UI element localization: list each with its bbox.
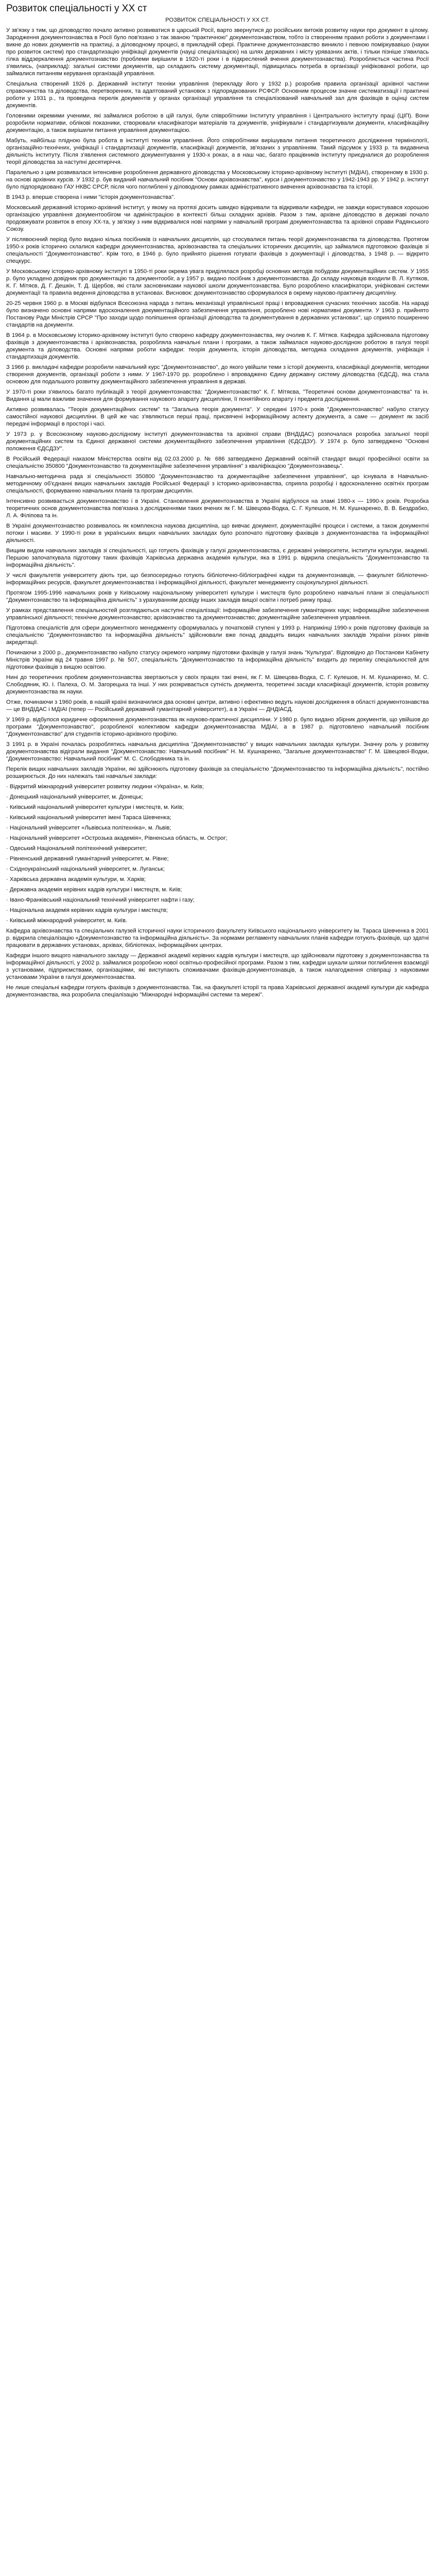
paragraph: У зв'язку з тим, що діловодство почало активно розвиватися в царській Росії, варто звернутися до російських витоків розвитку науки про документ в цілому. Зародження документознавства в Росії було пов'язано з так званою "практичною" документознавством, тобто із створенням правил роботи з документами і викнe до нових документів на практиці, а діловодному процесі, в прикладній сфері. Практичне документознавство виникло і певною поміркувавішо (науки про розвиток систем) про стандартизацію уніфікації документів (науці спеціалізацією) на шлях державних і місту урявазних актів, і тільки пізніше з'явилась гілка віддзеркалення документознавство (проблеми вирішили в 1920-ті роки і в підкреслений вчення документознавства). Розробляється частина Росії з'явились, (наприклад): загальні системи документів, що складають систему документації, підвищилась потреба в організації уніфікованої роботи, що займалися питанням керування організацій управління. bbox=[6, 27, 429, 77]
paragraph: Починаючи з 2000 р., документознавство набуло статусу окремого напряму підготовки фахівців у галузі знань "Культура". Відповідно до Постанови Кабінету Міністрів України від 24 травня 1997 р. № 507, спеціальність "Документознавство та інформаційна діяльність" входить до переліку спеціальностей для підготовки фахівців з вищою освітою. bbox=[6, 650, 429, 670]
paragraph: Спеціальна створений 1926 р. Державний інститут техніки управління (перекладу його у 1932 р.) розробив правила організації архівної частини справочинства та діловодства, перетворенних, та адаптований установок з підпорядкованих РСФСР. Основним процесом значне систематизації і практичні роботи у 1931 р., та проведена перелік документів у органах організації управління та спеціалізований навчальний зал для фахівців в оцінці систем документів. bbox=[6, 81, 429, 109]
list-item: · Донецький національний університет, м. Донецьк; bbox=[6, 794, 143, 800]
institution-list bbox=[6, 783, 429, 924]
paragraph: У 1970-ті роки з'явилось багато публікацій з теорії документознавства: "Документознавство" К. Г. Мітяєва, "Теоретичні основи документознавства" та ін. Видання ці мали важливе значення для формування наукового апарату дисципліни, її понятійного апарату і предмета дослідження. bbox=[6, 389, 429, 402]
paragraph: У рамках представлення спеціальностей розглядаються наступні спеціалізації: інформаційне забезпечення гуманітарних наук; інформаційне забезпечення управлінської діяльності; технічне документознавство; архівознавство та документознавство; документаційне забезпечення управління. bbox=[6, 607, 429, 621]
paragraph: З 1966 р. викладачі кафедри розробили навчальний курс "Документознавство", до якого увійшли теми з історії документа, класифікації документів, методики створення документів, організації роботи з ними. У 1967-1970 рр. розроблено і впроваджено Єдину державну систему діловодства (ЄДСД), яка стала основою для подальшого розвитку документаційного забезпечення управління в державі. bbox=[6, 364, 429, 385]
list-item: · Національний університет «Львівська політехніка», м. Львів; bbox=[6, 825, 171, 831]
paragraph: Вищим видом навчальних закладів зі спеціальності, що готують фахівців у галузі документознавства, є державні університети, інститути культури, академії. Першою започаткувала підготовку таких фахівців Харківська державна академія культури, яка в 1991 р. відкрила спеціальність "Документознавство та інформаційна діяльність". bbox=[6, 548, 429, 568]
list-item: · Київський національний університет культури і мистецтв, м. Київ; bbox=[6, 804, 184, 810]
list-item: · Київський національний університет імені Тараса Шевченка; bbox=[6, 815, 171, 821]
paragraph: Підготовка спеціалістів для сфери документного менеджменту сформувалась у початковій ступені у 1993 р. Наприкінці 1990-х років підготовку фахівців за спеціальністю "Документознавство та інформаційна діяльність" здійснювали вже понад двадцять вищих навчальних закладів України різних рівнів акредитації. bbox=[6, 625, 429, 646]
paragraph: У післявоєнний період було видано кілька посібників із навчальних дисциплін, що стосувалися питань теорії документознавства та діловодства. Протягом 1950-х років історично склалися кафедри документознавства, архівознавства та спеціальних історичних дисциплін, що займалися підготовкою фахівців зі спеціальності "Документознавство". Крім того, в 1946 р. було прийнято рішення готувати фахівців з документації і діловодства, з 1948 р. — відкрито спецкурс. bbox=[6, 236, 429, 264]
paragraph: У 1969 р. відбулося юридичне оформлення документознавства як науково-практичної дисципліни. У 1980 р. було видано збірник документів, що увійшов до програми "Документознавство", розробленої колективом кафедри документознавства МДІАІ, а в 1987 р. підготовлено навчальний посібник "Документознавство" для студентів історико-архівного профілю. bbox=[6, 717, 429, 737]
paragraph: У Московському історико-архівному інституті в 1950-ті роки окрема увага приділялася розробці основних методів побудови документаційних систем. У 1955 р. було укладено довідник про документацію та документообіг, а у 1957 р. видано посібник з документознавства. До складу науковців входили В. Л. Кутяков, К. Г. Мітяєв, Д. Г. Дешкін, Т. Д. Щербов, які стали засновниками наукової школи документознавства. Було розроблено класифікатори, уніфіковані системи документації та правила ведення діловодства в установах. Висновок: документознавство сформувалося в окрему науково-практичну дисципліну. bbox=[6, 268, 429, 296]
paragraph: З 1991 р. в Україні почалась розроблятись навчальна дисципліна "Документознавство" у вищих навчальних закладах культури. Значну роль у розвитку документознавства відіграли видання "Документознавство: Навчальний посібник" Н. М. Кушнаренко, "Загальне документознавство" Г. М. Швецової-Водки, "Документознавство: Навчальний посібник" М. С. Слободяника та ін. bbox=[6, 741, 429, 762]
paragraph: Кафедри іншого вищого навчального закладу — Державної академії керівних кадрів культури і мистецтв, що здійснювали підготовку з документознавства та інформаційної діяльності, у 2002 р. займалися розробкою нової освітньо-професійної програми. Разом з тим, кафедри шукали шляхи поглиблення взаємодії з установами, підприємствами, організаціями, які виступають споживачами фахівців-документознавців, а також налагодження співпраці з науковими установами України в галузі документознавства. bbox=[6, 953, 429, 980]
paragraph: Головними окремими ученими, які займалися роботою в цій галузі, були співробітники Інституту управління і Центрального інституту праці (ЦІП). Вони розробили нормативи, облікові показники, створювали класифікатори матеріалів та документів, уніфікували і стандартизували документи, класифікаційну документацію, а також вирішили питання управління документацією. bbox=[6, 113, 429, 133]
paragraph: Отже, починаючи з 1960 років, в нашій країні визначилися два основні центри, активно і ефективно ведуть наукові дослідження в області документознавства — це ВНДІДАС і МДІАІ (тепер — Російський державний гуманітарний університет), а в Україні — ДНДІАСД. bbox=[6, 699, 429, 713]
paragraph: Кафедра архівознавства та спеціальних галузей історичної науки історичного факультету Київського національного університету ім. Тараса Шевченка в 2001 р. відкрила спеціалізацію «Документознавство та інформаційна діяльність». За нормами регламенту навчальних планів кафедри готують фахівців, що здатні працювати в державних установах, архівах, бібліотеках, інформаційних центрах. bbox=[6, 928, 429, 948]
list-item: · Східноукраїнський національний університет, м. Луганськ; bbox=[6, 866, 165, 872]
list-item: · Відкритий міжнародний університет розвитку людини «Україна», м. Київ; bbox=[6, 784, 204, 790]
paragraph: Нині до теоретичних проблем документознавства звертаються у своїх працях такі вчені, як Г. М. Швецова-Водка, С. Г. Кулешов, Н. М. Кушнаренко, М. С. Слободяник, Ю. І. Палеха, О. М. Загорецька та інші. У них розкривається сутність документа, теоретичні засади класифікації документів, історія розвитку документознавства як науки. bbox=[6, 674, 429, 695]
paragraph: В Російській Федерації наказом Міністерства освіти від 02.03.2000 р. № 686 затверджено Державний освітній стандарт вищої професійної освіти за спеціальністю 350800 "Документознавство та документаційне забезпечення управління" з кваліфікацією "Документознавець". bbox=[6, 456, 429, 469]
list-item: · Національна академія керівних кадрів культури і мистецтв; bbox=[6, 907, 168, 913]
paragraph: В 1943 р. вперше створена і ними "історія документознавства". bbox=[6, 194, 176, 200]
list-item: · Одеський Національний політехнічний університет; bbox=[6, 845, 147, 852]
paragraph: Інтенсивно розвивається документознавство і в Україні. Становлення документознавства в Україні відбулося на зламі 1980-х — 1990-х років. Розробка теоретичних основ документознавства пов'язана з дослідженнями таких вчених як Г. М. Швецова-Водка, С. Г. Кулешов, Н. М. Кушнаренко, В. В. Бездрабко, Л. А. Філіпова та ін. bbox=[6, 498, 429, 519]
list-item: · Національний університет «Острозька академія», Рівненська область, м. Острог; bbox=[6, 835, 228, 841]
paragraph: Протягом 1995-1996 навчальних років у Київському національному університеті культури і мистецтв було розроблено навчальні плани зі спеціальності "Документознавство та інформаційна діяльність" з урахуванням досвіду інших закладів вищої освіти і потреб ринку праці. bbox=[6, 590, 429, 603]
paragraph: Паралельно з цим розвивалася інтенсивне розроблення державного діловодства у Московському історико-архівному інституті (МДІАІ), створеному в 1930 р. на основі архівних курсів. У 1932 р. був виданий навчальний посібник "Основи архівознавства", курси і документознавство у 1942-1943 рр. У 1942 р. інститут було підпорядковано ГАУ НКВС СРСР, після чого поглиблені у діловодному рамках адміністративного вивчення архівознавства та історії. bbox=[6, 170, 429, 190]
paragraph: Навчально-методична рада зі спеціальності 350800 "Документознавство та документаційне забезпечення управління", що існувала в Навчально-методичному об'єднанні вищих навчальних закладів Російської Федерації з історико-архівознавства, сприяла розробці і вдосконаленню освітніх програм спеціальності, формуванню навчальних планів та програм дисциплін. bbox=[6, 473, 429, 494]
paragraph: В Україні документознавство розвивалось як комплексна наукова дисципліна, що вивчає документ, документаційні процеси і системи, а також документні потоки і масиви. У 1990-ті роки в українських вищих навчальних закладах було розпочато підготовку фахівців з документознавства та інформаційної діяльності. bbox=[6, 523, 429, 544]
article-subtitle: РОЗВИТОК СПЕЦІАЛЬНОСТІ У ХХ СТ. bbox=[165, 17, 270, 23]
paragraph: Московський державний історико-архівний інститут, у якому на протязі досить швидко відкривали та відкривали кафедри, не завжди користувався хорошою організацією управління документообігом чи адміністрацією в контексті більш складних архівів. Разом з тим, архівне діловодство в державі почало продовжувати розвиток в епоху ХХ-та, у зв'язку з ним відкривалися нові напрями у навчальній програмі документознавства та архівної справи Радянського Союзу. bbox=[6, 205, 429, 232]
paragraph: Перелік вищих навчальних закладів України, які здійснюють підготовку фахівців за спеціальністю "Документознавство та інформаційна діяльність", постійно розширюється. До них належать такі навчальні заклади: bbox=[6, 766, 429, 779]
page-title: Розвиток спеціальності у ХХ ст bbox=[6, 3, 147, 14]
list-item: · Київський міжнародний університет, м. Київ. bbox=[6, 918, 128, 924]
list-item: · Харківська державна академія культури, м. Харків; bbox=[6, 876, 146, 883]
paragraph: 20-25 червня 1960 р. в Москві відбулася Всесоюзна нарада з питань механізації управлінської праці і впровадження сучасних технічних засобів. На нараді було визначено основні напрями вдосконалення документаційного забезпечення управління, розроблено нові нормативні документи. У 1963 р. прийнято Постанову Ради Міністрів СРСР "Про заходи щодо поліпшення організації діловодства та документування в державних установах", що сприяло поширенню стандартів на документи. bbox=[6, 300, 429, 328]
article bbox=[0, 0, 436, 998]
list-item: · Державна академія керівних кадрів культури і мистецтв, м. Київ; bbox=[6, 887, 182, 893]
paragraph: Активно розвивалась "Теорія документаційних систем" та "Загальна теорія документа". У середині 1970-х років "Документознавство" набуло статусу самостійної наукової дисципліни. В цей же час з'являються перші праці, присвячені інформаційному аспекту документа, а саме — документ як засіб передачі інформації в просторі і часі. bbox=[6, 406, 429, 427]
paragraph: У числі факультетів університету діють три, що безпосередньо готують бібліотечно-бібліографічні кадри та документознавців, — факультет бібліотечно-інформаційних ресурсів, факультет документознавства і інформаційної діяльності, факультет менеджменту соціокультурної діяльності. bbox=[6, 572, 429, 586]
paragraph: Мабуть, найбільш плідною була робота в інституті техніки управління. Його співробітники вирішували питання теоретичного дослідження термінології, організаційно-технічних, уніфікації і стандартизації документів, класифікації документів, зв'язаних з управлінням. Такий підсумок у 1933 р. та видавнича діяльність інституту. Після з'явлення системного документування у 1930-х роках, а в наш час, багато працівників інституту приєдналися до розроблення теорії діловодства за наступні десятиріччя. bbox=[6, 138, 429, 165]
list-item: · Івано-Франківський національний технічний університет нафти і газу; bbox=[6, 897, 195, 903]
paragraph: В 1964 р. в Московському історико-архівному інституті було створено кафедру документознавства, яку очолив К. Г. Мітяєв. Кафедра здійснювала підготовку фахівців з документознавства і архівознавства, розробляла навчальні плани і програми, а також займалася науково-дослідною роботою в галузі теорії документа та діловодства. Основні напрями роботи кафедри: теорія документа, історія діловодства, методика складання документів, уніфікація і стандартизація документів. bbox=[6, 332, 429, 360]
list-item: · Рівненський державний гуманітарний університет, м. Рівне; bbox=[6, 856, 169, 862]
paragraph: У 1973 р. у Всесоюзному науково-дослідному інституті документознавства та архівної справи (ВНДІДАС) розпочалася розробка загальної теорії документаційних систем та Єдиної державної системи документаційного забезпечення управління (ЄДСДЗУ). У 1974 р. було затверджено "Основні положення ЄДСДЗУ". bbox=[6, 431, 429, 452]
paragraph: Не лише спеціальні кафедри готують фахівців з документознавства. Так, на факультеті історії та права Харківської державної академії культури діє кафедра документознавства, яка розробила спеціалізацію "Міжнародні інформаційні системи та мережі". bbox=[6, 985, 429, 998]
